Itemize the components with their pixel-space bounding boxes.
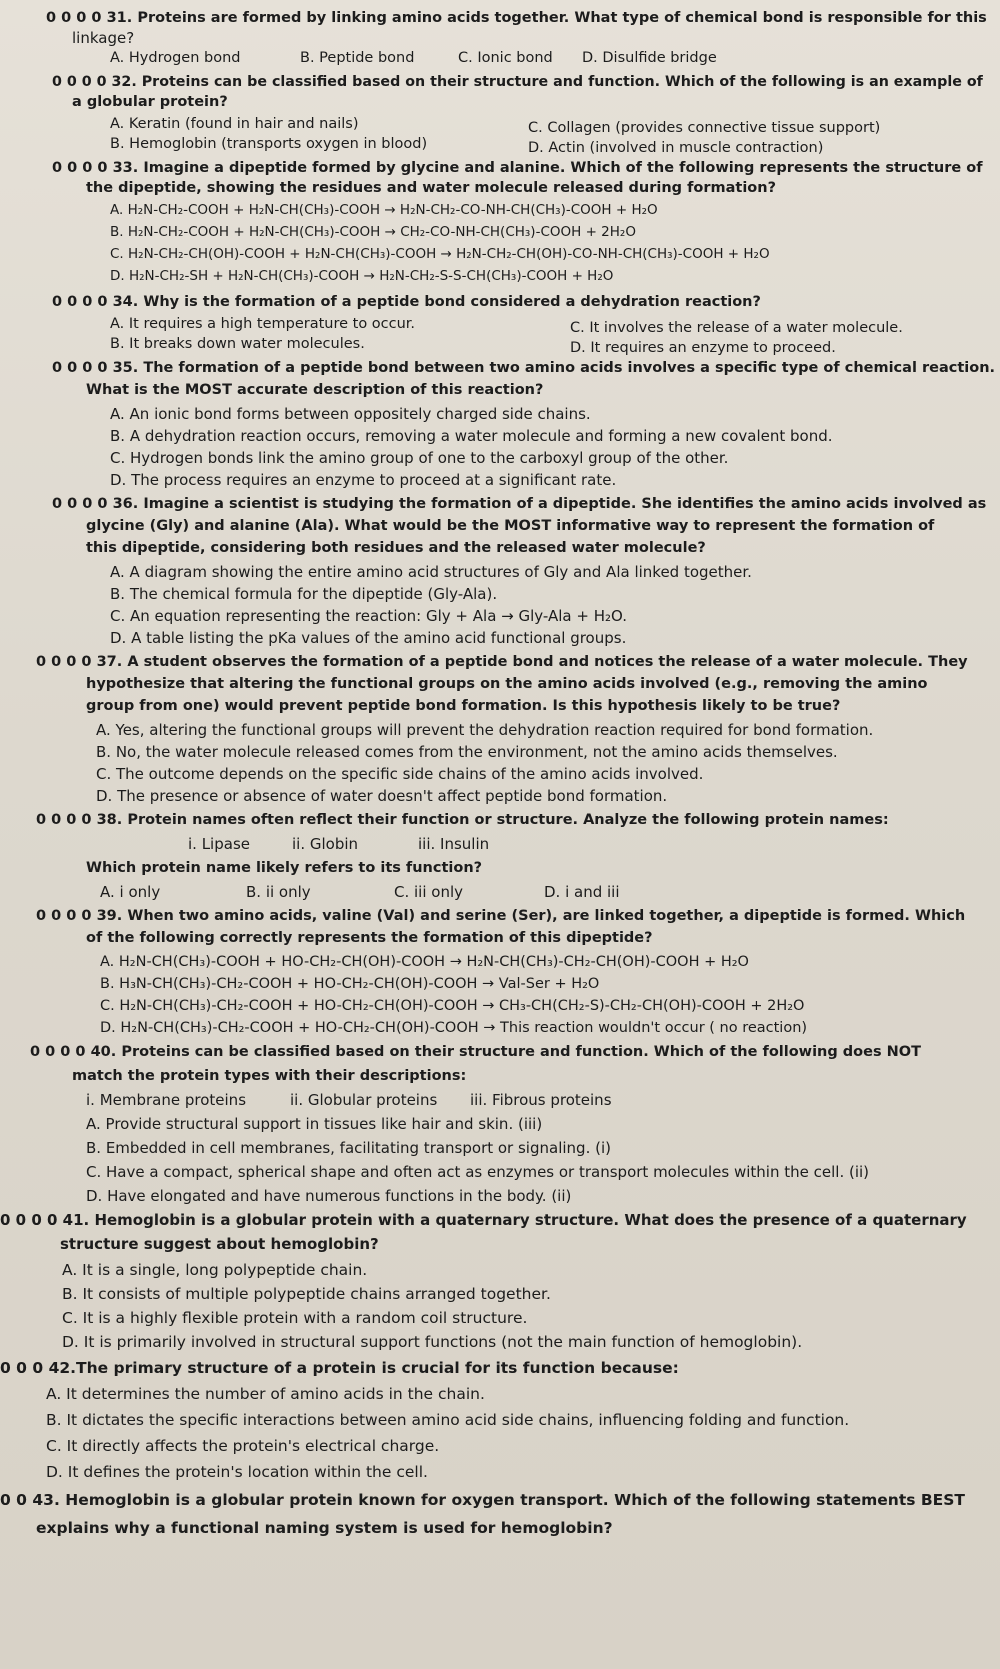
question-33-stem-line-1: 0 0 0 0 33. Imagine a dipeptide formed by glycine and alanine. Which of the following represents the structure of xyxy=(52,160,983,176)
question-40-number: 40 xyxy=(90,1044,111,1060)
question-38-stem-text: Protein names often reflect their function or structure. Analyze the following protein names: xyxy=(127,812,889,828)
question-34-option-b: B. It breaks down water molecules. xyxy=(110,336,365,352)
question-43-stem-line-1: 0 0 43. Hemoglobin is a globular protein known for oxygen transport. Which of the following statements BEST xyxy=(0,1491,966,1509)
question-40-option-b: B. Embedded in cell membranes, facilitating transport or signaling. (i) xyxy=(86,1139,611,1157)
question-41-option-d: D. It is primarily involved in structural support functions (not the main function of hemoglobin). xyxy=(62,1333,803,1351)
question-35-stem-text: The formation of a peptide bond between two amino acids involves a specific type of chemical reaction. xyxy=(143,360,996,376)
question-35-bubbles: 0 0 0 0 xyxy=(52,360,108,376)
question-37-bubbles: 0 0 0 0 xyxy=(36,654,92,670)
question-33-option-a: A. H₂N-CH₂-COOH + H₂N-CH(CH₃)-COOH → H₂N-CH₂-CO-NH-CH(CH₃)-COOH + H₂O xyxy=(110,202,658,218)
question-38-option-a: A. i only xyxy=(100,883,161,901)
question-34-option-d: D. It requires an enzyme to proceed. xyxy=(570,340,836,356)
question-31-stem-line-2: linkage? xyxy=(72,29,135,47)
question-31-bubbles: 0 0 0 0 xyxy=(46,10,102,26)
question-38-item-i: i. Lipase xyxy=(188,835,250,853)
question-32-option-c: C. Collagen (provides connective tissue support) xyxy=(528,120,881,136)
question-32-stem-line-1: 0 0 0 0 32. Proteins can be classified based on their structure and function. Which of the following is an example of xyxy=(52,74,983,90)
question-38-number: 38 xyxy=(96,812,117,828)
question-42-number: 42 xyxy=(48,1359,71,1377)
question-40-bubbles: 0 0 0 0 xyxy=(30,1044,86,1060)
question-36-option-d: D. A table listing the pKa values of the amino acid functional groups. xyxy=(110,629,627,647)
question-37-option-b: B. No, the water molecule released comes from the environment, not the amino acids themselves. xyxy=(96,743,838,761)
question-42-stem-line-1: 0 0 0 42.The primary structure of a protein is crucial for its function because: xyxy=(0,1359,679,1377)
question-41-stem-line-1: 0 0 0 0 41. Hemoglobin is a globular protein with a quaternary structure. What does the presence of a quaternary xyxy=(0,1211,967,1229)
question-35-option-c: C. Hydrogen bonds link the amino group of one to the carboxyl group of the other. xyxy=(110,449,729,467)
question-34-option-c: C. It involves the release of a water molecule. xyxy=(570,320,903,336)
question-40-stem-text: Proteins can be classified based on their structure and function. Which of the following does NOT xyxy=(121,1044,922,1060)
question-32-number: 32 xyxy=(111,74,132,90)
question-34-number: 34 xyxy=(112,294,133,310)
question-36-stem-line-3: this dipeptide, considering both residues and the released water molecule? xyxy=(86,540,706,556)
question-40-option-d: D. Have elongated and have numerous functions in the body. (ii) xyxy=(86,1187,572,1205)
question-33-number: 33 xyxy=(112,160,133,176)
question-40-item-iii: iii. Fibrous proteins xyxy=(470,1091,612,1109)
question-41-option-a: A. It is a single, long polypeptide chain. xyxy=(62,1261,368,1279)
question-42-option-b: B. It dictates the specific interactions between amino acid side chains, influencing folding and function. xyxy=(46,1411,850,1429)
question-37-stem-line-1: 0 0 0 0 37. A student observes the formation of a peptide bond and notices the release of a water molecule. They xyxy=(36,654,968,670)
question-31-option-d: D. Disulfide bridge xyxy=(582,50,717,66)
question-41-bubbles: 0 0 0 0 xyxy=(0,1211,58,1229)
question-34-option-a: A. It requires a high temperature to occur. xyxy=(110,316,416,332)
question-31-stem-text: Proteins are formed by linking amino acids together. What type of chemical bond is responsible for this xyxy=(137,10,987,26)
question-43-stem-text: Hemoglobin is a globular protein known for oxygen transport. Which of the following statements BEST xyxy=(65,1491,966,1509)
question-33-bubbles: 0 0 0 0 xyxy=(52,160,108,176)
question-42-option-c: C. It directly affects the protein's electrical charge. xyxy=(46,1437,440,1455)
question-38-bubbles: 0 0 0 0 xyxy=(36,812,92,828)
question-34-stem-line-1: 0 0 0 0 34. Why is the formation of a peptide bond considered a dehydration reaction? xyxy=(52,294,761,310)
question-40-item-ii: ii. Globular proteins xyxy=(290,1091,438,1109)
question-37-stem-line-3: group from one) would prevent peptide bond formation. Is this hypothesis likely to be true? xyxy=(86,698,841,714)
question-43-number: 43 xyxy=(32,1491,54,1509)
question-33-stem-text: Imagine a dipeptide formed by glycine and alanine. Which of the following represents the structure of xyxy=(143,160,983,176)
question-35-number: 35 xyxy=(112,360,133,376)
question-39-stem-text: When two amino acids, valine (Val) and serine (Ser), are linked together, a dipeptide is formed. Which xyxy=(127,908,966,924)
question-32-stem-text: Proteins can be classified based on their structure and function. Which of the following is an example of xyxy=(141,74,983,90)
question-41-stem-text: Hemoglobin is a globular protein with a quaternary structure. What does the presence of a quaternary xyxy=(94,1211,967,1229)
question-37-stem-line-2: hypothesize that altering the functional groups on the amino acids involved (e.g., removing the amino xyxy=(86,676,928,692)
question-39-option-b: B. H₃N-CH(CH₃)-CH₂-COOH + HO-CH₂-CH(OH)-COOH → Val-Ser + H₂O xyxy=(100,976,600,992)
question-39-bubbles: 0 0 0 0 xyxy=(36,908,92,924)
question-32-bubbles: 0 0 0 0 xyxy=(52,74,107,90)
question-33-option-b: B. H₂N-CH₂-COOH + H₂N-CH(CH₃)-COOH → CH₂-CO-NH-CH(CH₃)-COOH + 2H₂O xyxy=(110,224,636,240)
question-31-stem-line-1: 0 0 0 0 31. Proteins are formed by linking amino acids together. What type of chemical bond is responsible for this xyxy=(46,10,987,26)
question-35-stem-line-1: 0 0 0 0 35. The formation of a peptide bond between two amino acids involves a specific type of chemical reaction. xyxy=(52,360,996,376)
question-33-option-c: C. H₂N-CH₂-CH(OH)-COOH + H₂N-CH(CH₃)-COOH → H₂N-CH₂-CH(OH)-CO-NH-CH(CH₃)-COOH + H₂O xyxy=(110,246,770,262)
question-39-stem-line-2: of the following correctly represents the formation of this dipeptide? xyxy=(86,930,653,946)
question-40-item-i: i. Membrane proteins xyxy=(86,1091,247,1109)
question-36-stem-text: Imagine a scientist is studying the formation of a dipeptide. She identifies the amino acids involved as xyxy=(143,496,987,512)
question-31-option-b: B. Peptide bond xyxy=(300,50,415,66)
question-39-number: 39 xyxy=(96,908,117,924)
question-41-number: 41 xyxy=(62,1211,84,1229)
question-38-substem: Which protein name likely refers to its function? xyxy=(86,860,483,876)
question-39-option-c: C. H₂N-CH(CH₃)-CH₂-COOH + HO-CH₂-CH(OH)-COOH → CH₃-CH(CH₂-S)-CH₂-CH(OH)-COOH + 2H₂O xyxy=(100,998,805,1014)
question-41-option-b: B. It consists of multiple polypeptide chains arranged together. xyxy=(62,1285,551,1303)
question-38-option-c: C. iii only xyxy=(394,883,464,901)
question-38-option-b: B. ii only xyxy=(246,883,311,901)
question-32-option-d: D. Actin (involved in muscle contraction) xyxy=(528,140,824,156)
question-38-item-iii: iii. Insulin xyxy=(418,835,490,853)
question-38-item-ii: ii. Globin xyxy=(292,835,359,853)
question-36-option-c: C. An equation representing the reaction: Gly + Ala → Gly-Ala + H₂O. xyxy=(110,607,627,625)
question-43-stem-line-2: explains why a functional naming system is used for hemoglobin? xyxy=(36,1519,613,1537)
question-42-bubbles: 0 0 0 xyxy=(0,1359,44,1377)
question-37-stem-text: A student observes the formation of a peptide bond and notices the release of a water molecule. They xyxy=(127,654,968,670)
question-39-option-a: A. H₂N-CH(CH₃)-COOH + HO-CH₂-CH(OH)-COOH → H₂N-CH(CH₃)-CH₂-CH(OH)-COOH + H₂O xyxy=(100,954,749,970)
question-42-option-a: A. It determines the number of amino acids in the chain. xyxy=(46,1385,485,1403)
question-36-option-b: B. The chemical formula for the dipeptide (Gly-Ala). xyxy=(110,585,498,603)
question-32-option-b: B. Hemoglobin (transports oxygen in blood) xyxy=(110,136,428,152)
question-37-option-c: C. The outcome depends on the specific side chains of the amino acids involved. xyxy=(96,765,704,783)
question-42-option-d: D. It defines the protein's location within the cell. xyxy=(46,1463,428,1481)
question-36-stem-line-2: glycine (Gly) and alanine (Ala). What would be the MOST informative way to represent the formation of xyxy=(86,518,935,534)
question-38-option-d: D. i and iii xyxy=(544,883,620,901)
question-43-bubbles: 0 0 xyxy=(0,1491,27,1509)
question-37-option-d: D. The presence or absence of water doesn't affect peptide bond formation. xyxy=(96,787,668,805)
question-41-stem-line-2: structure suggest about hemoglobin? xyxy=(60,1235,379,1253)
question-40-option-c: C. Have a compact, spherical shape and often act as enzymes or transport molecules within the cell. (ii) xyxy=(86,1163,870,1181)
question-35-option-d: D. The process requires an enzyme to proceed at a significant rate. xyxy=(110,471,617,489)
question-31-option-c: C. Ionic bond xyxy=(458,50,553,66)
question-40-stem-line-1: 0 0 0 0 40. Proteins can be classified based on their structure and function. Which of the following does NOT xyxy=(30,1044,922,1060)
question-35-option-b: B. A dehydration reaction occurs, removing a water molecule and forming a new covalent bond. xyxy=(110,427,833,445)
question-36-option-a: A. A diagram showing the entire amino acid structures of Gly and Ala linked together. xyxy=(110,563,752,581)
question-32-stem-line-2: a globular protein? xyxy=(72,94,228,110)
question-38-stem-line-1: 0 0 0 0 38. Protein names often reflect their function or structure. Analyze the following protein names: xyxy=(36,812,889,828)
question-33-stem-line-2: the dipeptide, showing the residues and water molecule released during formation? xyxy=(86,180,776,196)
question-42-stem-text: The primary structure of a protein is crucial for its function because: xyxy=(76,1359,679,1377)
question-34-stem-text: Why is the formation of a peptide bond considered a dehydration reaction? xyxy=(143,294,761,310)
question-34-bubbles: 0 0 0 0 xyxy=(52,294,108,310)
question-36-number: 36 xyxy=(112,496,133,512)
question-33-option-d: D. H₂N-CH₂-SH + H₂N-CH(CH₃)-COOH → H₂N-CH₂-S-S-CH(CH₃)-COOH + H₂O xyxy=(110,268,614,284)
question-37-number: 37 xyxy=(96,654,117,670)
question-36-bubbles: 0 0 0 0 xyxy=(52,496,108,512)
question-40-option-a: A. Provide structural support in tissues like hair and skin. (iii) xyxy=(86,1115,543,1133)
question-35-stem-line-2: What is the MOST accurate description of this reaction? xyxy=(86,382,544,398)
question-31-option-a: A. Hydrogen bond xyxy=(110,50,241,66)
question-39-option-d: D. H₂N-CH(CH₃)-CH₂-COOH + HO-CH₂-CH(OH)-COOH → This reaction wouldn't occur ( no reaction) xyxy=(100,1020,808,1036)
question-31-number: 31 xyxy=(106,10,127,26)
question-36-stem-line-1: 0 0 0 0 36. Imagine a scientist is studying the formation of a dipeptide. She identifies the amino acids involved as xyxy=(52,496,987,512)
question-35-option-a: A. An ionic bond forms between oppositely charged side chains. xyxy=(110,405,591,423)
question-32-option-a: A. Keratin (found in hair and nails) xyxy=(110,116,359,132)
question-39-stem-line-1: 0 0 0 0 39. When two amino acids, valine (Val) and serine (Ser), are linked together, a dipeptide is formed. Which xyxy=(36,908,966,924)
question-41-option-c: C. It is a highly flexible protein with a random coil structure. xyxy=(62,1309,528,1327)
question-40-stem-line-2: match the protein types with their descriptions: xyxy=(72,1068,467,1084)
question-37-option-a: A. Yes, altering the functional groups will prevent the dehydration reaction required for bond formation. xyxy=(96,721,874,739)
